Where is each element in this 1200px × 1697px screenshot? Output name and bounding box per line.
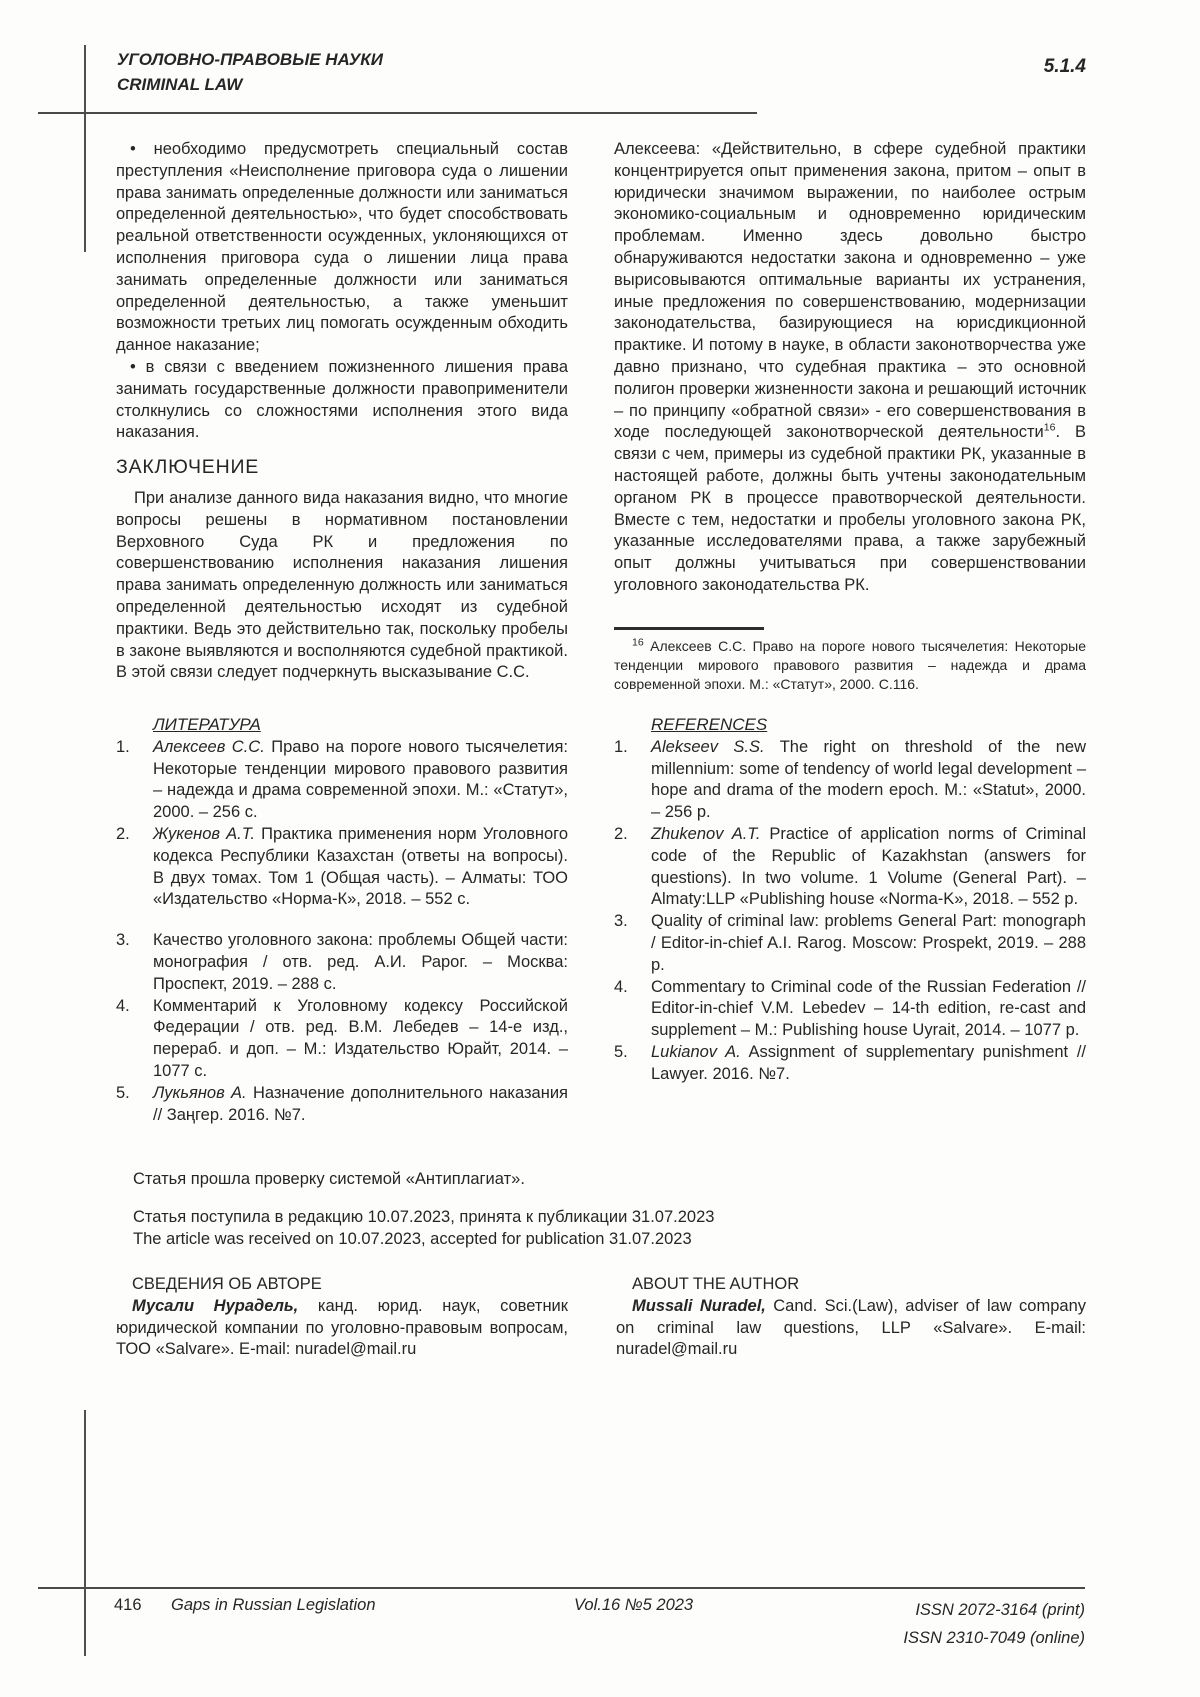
item-number: 1. [116, 737, 130, 756]
running-head [117, 47, 383, 97]
item-number: 4. [614, 977, 628, 996]
literature-item [116, 1083, 568, 1127]
about-author-heading-en: ABOUT THE AUTHOR [632, 1275, 800, 1293]
references-section [614, 714, 1086, 1086]
footnote-reference-16: 16 [1043, 421, 1056, 434]
body-text-after-footnote: . В связи с чем, примеры из судебной практики РК, указанные в настоящей работе, должны быть учтены законодательным органом РК в процессе правотворческой деятельности. Вместе с тем, недостатки и пробелы уголовного закона РК, указанные исследователями права, а также зарубежный опыт должны учитываться при совершенствовании уголовного законодательства РК. [614, 423, 1086, 594]
about-author-heading-ru: СВЕДЕНИЯ ОБ АВТОРЕ [132, 1275, 322, 1293]
conclusion-paragraph: При анализе данного вида наказания видно, что многие вопросы решены в нормативном постановлении Верховного Суда РК и предложения по совершенствованию исполнения наказания лишения права занимать определенную должность или заниматься определенной деятельностью исходят из судебной практики. Ведь это действительно так, поскольку пробелы в законе выявляются и восполняются судебной практикой. В этой связи следует подчеркнуть высказывание С.С. [116, 488, 568, 682]
item-text: Assignment of supplementary punishment // Lawyer. 2016. №7. [651, 1042, 1086, 1083]
item-text: Качество уголовного закона: проблемы Общей части: монография / отв. ред. А.И. Рарог. – Москва: Проспект, 2019. – 288 с. [153, 931, 568, 993]
reference-item [614, 977, 1086, 1042]
footnote-block [614, 627, 1086, 695]
item-text: Комментарий к Уголовному кодексу Российской Федерации / отв. ред. В.М. Лебедев – 14-е изд., перераб. и доп. – М.: Издательство Юрайт, 2014. – 1077 с. [153, 996, 568, 1080]
received-date-en: The article was received on 10.07.2023, accepted for publication 31.07.2023 [133, 1230, 692, 1248]
literature-section [116, 714, 568, 1126]
journal-title: Gaps in Russian Legislation [171, 1596, 376, 1614]
issn-block [903, 1596, 1085, 1652]
issn-print: ISSN 2072-3164 (print) [915, 1601, 1085, 1619]
footnote-marker: 16 [632, 635, 644, 648]
literature-item [116, 824, 568, 911]
item-author: Zhukenov A.T. [651, 824, 761, 843]
received-dates [133, 1206, 714, 1250]
about-author-text-ru [116, 1296, 568, 1361]
item-author: Алексеев С.С. [153, 737, 265, 756]
about-author-en [616, 1274, 1086, 1361]
item-author: Alekseev S.S. [651, 737, 765, 756]
item-number: 1. [614, 737, 628, 756]
author-bio-en: Cand. Sci.(Law), adviser of law company on criminal law questions, LLP «Salvare». E-mail: nuradel@mail.ru [616, 1296, 1086, 1359]
footnote-body: Алексеев С.С. Право на пороге нового тысячелетия: Некоторые тенденции мирового правового развития – надежда и драма современной эпохи. М.: «Статут», 2000. С.116. [614, 637, 1086, 693]
item-number: 5. [614, 1042, 628, 1061]
received-date-ru: Статья поступила в редакцию 10.07.2023, принята к публикации 31.07.2023 [133, 1208, 715, 1226]
column-left [116, 139, 568, 684]
item-author: Жукенов А.Т. [153, 824, 255, 843]
about-author-ru [116, 1274, 568, 1361]
header-divider-rule [38, 112, 757, 114]
item-text: The right on threshold of the new millennium: some of tendency of world legal development – hope and drama of the modern epoch. M.: «Statut», 2000. – 256 p. [651, 737, 1086, 822]
volume-info: Vol.16 №5 2023 [574, 1596, 694, 1614]
reference-item [614, 911, 1086, 976]
item-text: Quality of criminal law: problems General Part: monograph / Editor-in-chief A.I. Rarog. Moscow: Prospekt, 2019. – 288 p. [651, 912, 1086, 974]
item-text: Practice of application norms of Criminal code of the Republic of Kazakhstan (answers for questions). In two volume. 1 Volume (General Part). – Almaty:LLP «Publishing house «Norma-K», 2018. – 552 p. [651, 824, 1086, 909]
issn-online: ISSN 2310-7049 (online) [903, 1629, 1085, 1647]
section-title-en: CRIMINAL LAW [117, 75, 243, 94]
item-text: Практика применения норм Уголовного кодекса Республики Казахстан (ответы на вопросы). В двух томах. Том 1 (Общая часть). – Алматы: ТОО «Издательство «Норма-К», 2018. – 552 с. [153, 824, 568, 909]
item-author: Lukianov A. [651, 1042, 741, 1061]
reference-item [614, 1042, 1086, 1086]
item-number: 3. [614, 912, 628, 931]
left-margin-rule-top [84, 45, 86, 252]
about-author-text-en [616, 1296, 1086, 1361]
author-name-en: Mussali Nuradel, [632, 1296, 766, 1315]
item-number: 5. [116, 1083, 130, 1102]
item-text: Commentary to Criminal code of the Russian Federation // Editor-in-chief V.M. Lebedev – 14-th edition, re-cast and supplement – M.: Publishing house Uyrait, 2014. – 1077 p. [651, 977, 1086, 1040]
item-text: Право на пороге нового тысячелетия: Некоторые тенденции мирового правового развития – надежда и драма современной эпохи. М.: «Статут», 2000. – 256 с. [153, 737, 568, 822]
bullet-paragraph-1: • необходимо предусмотреть специальный состав преступления «Неисполнение приговора суда о лишении права занимать определенные должности или заниматься определенной деятельностью», что будет способствовать реальной ответственности осужденных, уклоняющихся от исполнения приговора суда о лишении лица права занимать определенные должности или заниматься определенной деятельностью, а также уменьшит возможности третьих лиц помогать осужденным обходить данное наказание; [116, 140, 568, 355]
reference-item [614, 737, 1086, 824]
reference-item [614, 824, 1086, 911]
literature-item [116, 996, 568, 1083]
item-number: 4. [116, 996, 130, 1015]
author-name-ru: Мусали Нурадель, [132, 1296, 299, 1315]
body-text-before-footnote: Алексеева: «Действительно, в сфере судебной практики концентрируется опыт применения закона, притом – опыт в юридически значимом выражении, по наиболее острым экономико-социальным и одновременно юридическим проблемам. Именно здесь довольно быстро обнаруживаются недостатки закона и одновременно – уже вырисовываются оптимальные варианты их устранения, иные предложения по совершенствованию, модернизации законодательства, базирующиеся на юрисдикционной практике. И потому в науке, в области законотворчества уже давно признано, что судебная практика – это основной полигон проверки жизненности закона и решающий источник – по принципу «обратной связи» - его совершенствования в ходе последующей законотворческой деятельности [614, 140, 1086, 442]
left-margin-rule-bottom [84, 1410, 86, 1656]
literature-heading: ЛИТЕРАТУРА [153, 715, 261, 734]
conclusion-heading: ЗАКЛЮЧЕНИЕ [116, 456, 260, 479]
bullet-paragraph-2: • в связи с введением пожизненного лишения права занимать государственные должности правоприменители столкнулись со сложностями исполнения этого вида наказания. [116, 357, 568, 442]
footnote-separator-rule [614, 627, 764, 630]
references-heading: REFERENCES [651, 715, 768, 734]
item-number: 3. [116, 931, 130, 950]
literature-item [116, 930, 568, 995]
item-number: 2. [116, 824, 130, 843]
item-text: Назначение дополнительного наказания // Заңгер. 2016. №7. [153, 1083, 568, 1124]
footer-divider-rule [38, 1587, 1085, 1589]
footnote-text [614, 637, 1086, 695]
classification-code: 5.1.4 [1043, 56, 1086, 77]
page-number: 416 [114, 1596, 142, 1614]
body-paragraph [614, 139, 1086, 597]
column-right [614, 139, 1086, 597]
literature-item [116, 737, 568, 824]
item-author: Лукьянов А. [153, 1083, 247, 1102]
item-number: 2. [614, 824, 628, 843]
section-title-ru: УГОЛОВНО-ПРАВОВЫЕ НАУКИ [117, 50, 383, 69]
author-bio-ru: канд. юрид. наук, советник юридической компании по уголовно-правовым вопросам, ТОО «Salvare». E-mail: nuradel@mail.ru [116, 1296, 568, 1359]
antiplagiat-note: Статья прошла проверку системой «Антиплагиат». [133, 1170, 525, 1188]
